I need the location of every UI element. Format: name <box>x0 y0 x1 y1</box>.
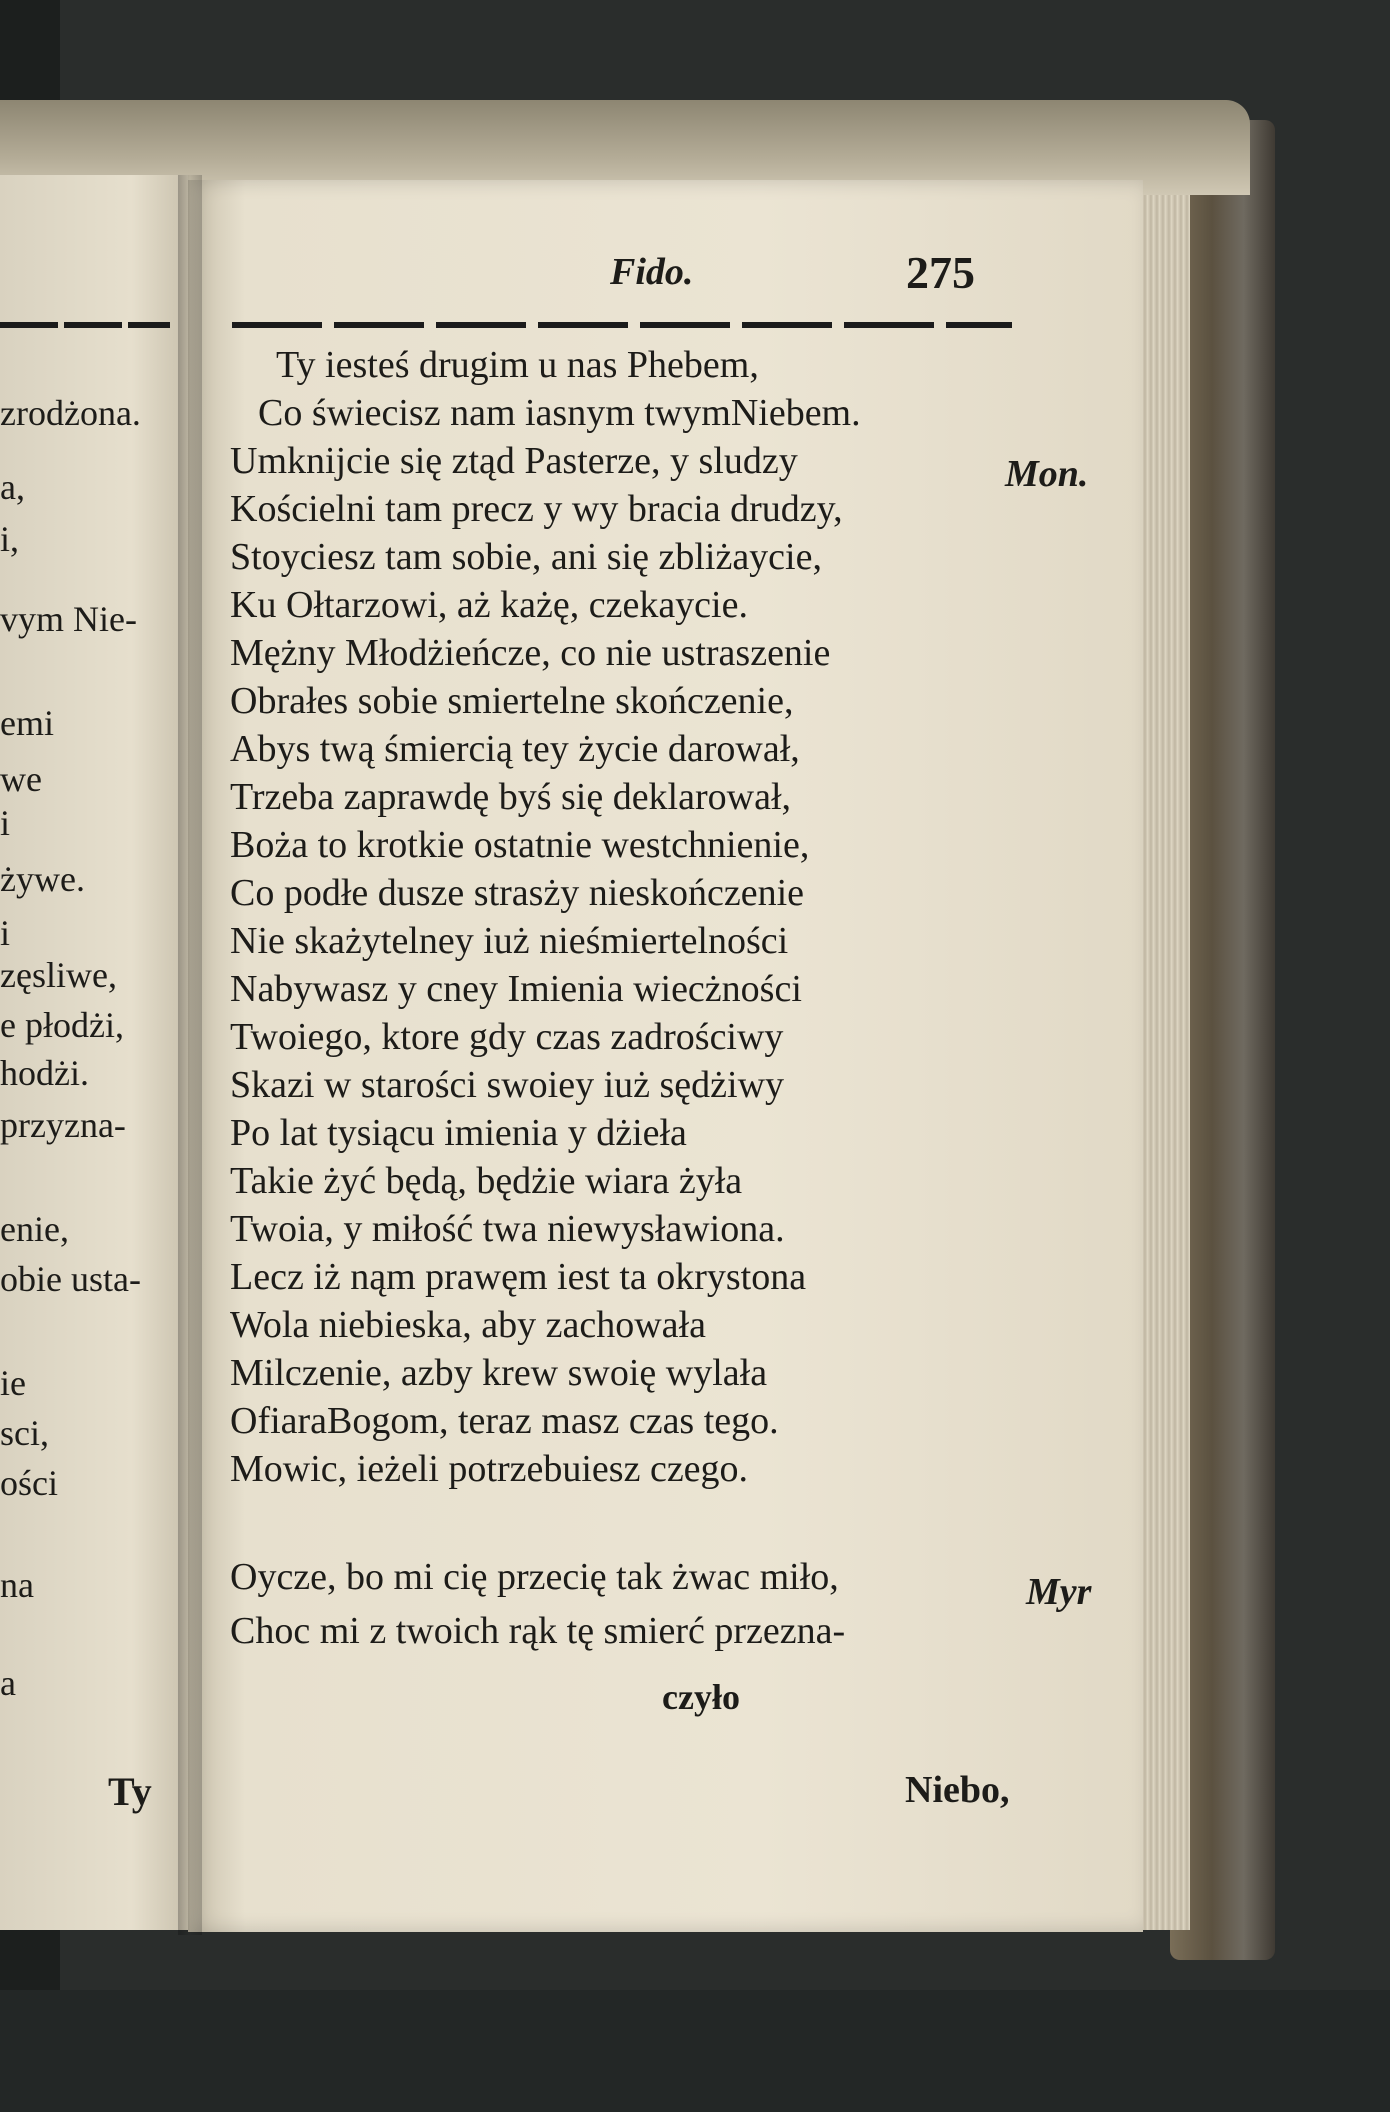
background-bottom <box>0 1990 1390 2112</box>
left-line: ości <box>0 1463 58 1503</box>
verse-line: Twoia, y miłość twa niewysławiona. <box>230 1208 785 1250</box>
verse-line: Nabywasz y cney Imienia wiecżności <box>230 968 802 1010</box>
left-line: a <box>0 1663 16 1703</box>
verse-line: OfiaraBogom, teraz masz czas tego. <box>230 1400 779 1442</box>
left-line: e płodżi, <box>0 1005 124 1045</box>
left-line: na <box>0 1565 34 1605</box>
left-catchword: Ty <box>108 1769 152 1814</box>
verse-line: Umknijcie się ztąd Pasterze, y sludzy <box>230 440 798 482</box>
left-page-text <box>0 395 180 1845</box>
verse-line: Mowic, ieżeli potrzebuiesz czego. <box>230 1448 749 1490</box>
verse-line: Mężny Młodżieńcze, co nie ustraszenie <box>230 632 831 674</box>
left-line: żywe. <box>0 859 85 899</box>
verse-line: Nie skażytelney iuż nieśmiertelności <box>230 920 789 962</box>
page-number: 275 <box>906 247 975 298</box>
verse-block <box>230 346 1030 1726</box>
verse-line: Abys twą śmiercią tey życie darował, <box>230 728 800 770</box>
verse-line: Boża to krotkie ostatnie westchnienie, <box>230 824 810 866</box>
verse-line: Kościelni tam precz y wy bracia drudzy, <box>230 488 843 530</box>
left-line: i <box>0 803 11 843</box>
verse-line: Co świecisz nam iasnym twymNiebem. <box>258 392 861 434</box>
left-header-rule <box>0 322 170 328</box>
verse-line: Skazi w starości swoiey iuż sędżiwy <box>230 1064 785 1106</box>
left-line: hodżi. <box>0 1053 89 1093</box>
left-line: enie, <box>0 1209 69 1249</box>
left-line: sci, <box>0 1413 49 1453</box>
speaker-label: Myr <box>1026 1571 1092 1613</box>
verse-line: Takie żyć będą, będżie wiara żyła <box>230 1160 743 1202</box>
left-line: emi <box>0 703 54 743</box>
verse-line: Milczenie, azby krew swoię wylała <box>230 1352 768 1394</box>
verse-line: Trzeba zaprawdę byś się deklarował, <box>230 776 792 818</box>
left-line: i, <box>0 519 20 559</box>
book-gutter <box>178 175 202 1935</box>
verse-line: Ty iesteś drugim u nas Phebem, <box>276 344 759 386</box>
verse-line: Oycze, bo mi cię przecię tak żwac miło, <box>230 1556 839 1598</box>
verse-line: Twoiego, ktore gdy czas zadrościwy <box>230 1016 784 1058</box>
left-line: przyzna- <box>0 1105 126 1145</box>
verse-line: Ku Ołtarzowi, aż każę, czekaycie. <box>230 584 748 626</box>
left-line: vym Nie- <box>0 599 137 639</box>
speaker-label: Mon. <box>1005 453 1089 495</box>
left-line: i <box>0 913 11 953</box>
left-line: a, <box>0 467 25 507</box>
left-line: zrodżona. <box>0 395 141 433</box>
verse-line: Wola niebieska, aby zachowała <box>230 1304 706 1346</box>
verse-line: Stoyciesz tam sobie, ani się zbliżaycie, <box>230 536 822 578</box>
verse-line: Co podłe dusze strasży nieskończenie <box>230 872 805 914</box>
header-rule <box>232 322 1012 328</box>
left-line: ie <box>0 1363 26 1403</box>
verse-line: Lecz iż nąm prawęm iest ta okrystona <box>230 1256 807 1298</box>
verse-line: Choc mi z twoich rąk tę smierć przezna- <box>230 1610 846 1652</box>
verse-line: Po lat tysiącu imienia y dżieła <box>230 1112 687 1154</box>
left-line: obie usta- <box>0 1259 141 1299</box>
verse-line: Obrałes sobie smiertelne skończenie, <box>230 680 794 722</box>
verse-tail: czyło <box>662 1677 740 1717</box>
left-line: zęsliwe, <box>0 955 117 995</box>
left-line: we <box>0 759 42 799</box>
right-catchword: Niebo, <box>905 1769 1010 1811</box>
running-title: Fido. <box>610 251 694 293</box>
